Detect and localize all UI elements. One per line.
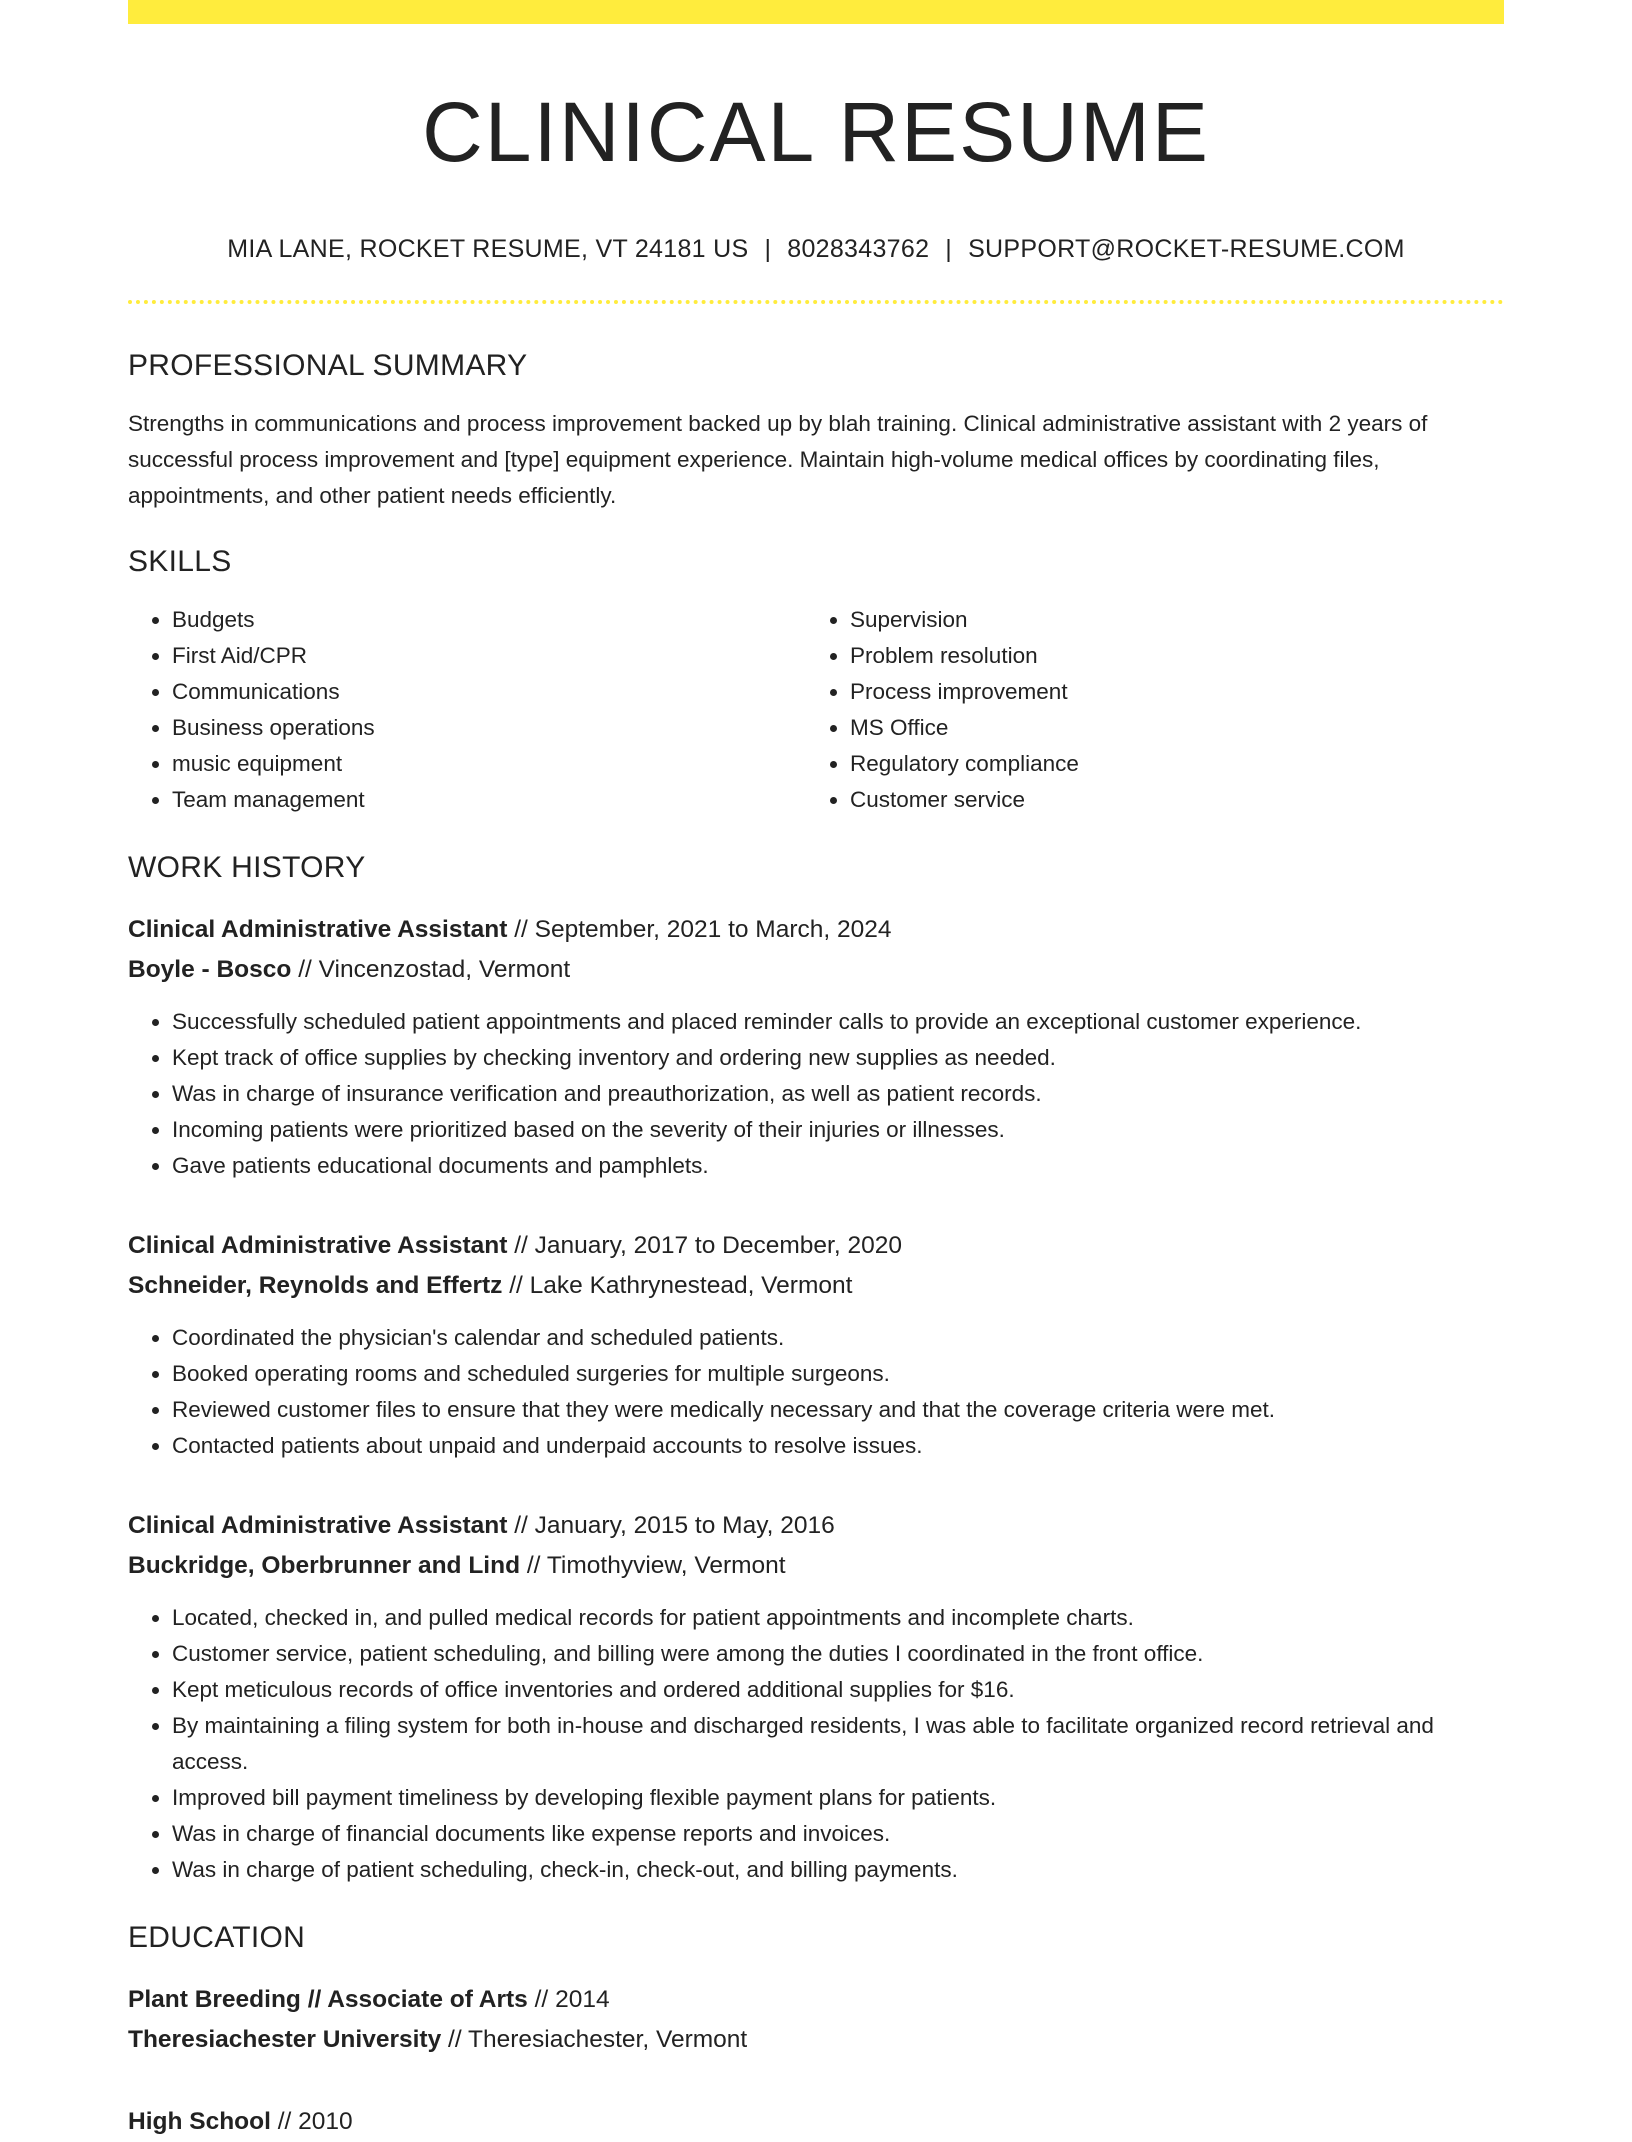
job-company: Boyle - Bosco [128, 956, 292, 983]
header-divider [128, 300, 1504, 304]
job-company: Buckridge, Oberbrunner and Lind [128, 1552, 521, 1579]
job-bullet: • Incoming patients were prioritized based on the severity of their injuries or illnesses. [172, 1112, 1504, 1148]
summary-section [128, 348, 1504, 514]
skill-item: • music equipment [172, 746, 806, 782]
contact-phone: 8028343762 [787, 235, 930, 263]
skill-item: • Communications [172, 674, 806, 710]
education-year: 2014 [555, 1986, 610, 2013]
job-bullets [128, 1004, 1504, 1184]
skill-item: • Team management [172, 782, 806, 818]
skills-heading: SKILLS [128, 545, 232, 578]
job-title-line [128, 1506, 1504, 1546]
education-year: 2010 [298, 2108, 353, 2135]
job-dates: September, 2021 to March, 2024 [534, 916, 892, 943]
skill-item: • Process improvement [850, 674, 1484, 710]
job-role: Clinical Administrative Assistant [128, 1512, 508, 1539]
education-degree-line [128, 2102, 1504, 2142]
skill-item: • Business operations [172, 710, 806, 746]
skill-item: • Customer service [850, 782, 1484, 818]
job-entry [128, 910, 1504, 1184]
job-company-line [128, 1546, 1504, 1586]
job-entry [128, 1226, 1504, 1464]
separator: // [526, 1552, 541, 1579]
contact-address: MIA LANE, ROCKET RESUME, VT 24181 US [227, 235, 749, 263]
summary-text: Strengths in communications and process improvement backed up by blah training. Clinical administrative assistant with 2 years of successful process improvement and [type] equipment experience. Maintain high-volume medical offices by coordinating files, appointments, and other patient needs efficiently. [128, 411, 1428, 508]
job-bullet: • Improved bill payment timeliness by developing flexible payment plans for patients. [172, 1780, 1504, 1816]
job-bullet: • Gave patients educational documents and pamphlets. [172, 1148, 1504, 1184]
job-title-line [128, 1226, 1504, 1266]
separator: // [514, 1232, 528, 1259]
job-entry [128, 1506, 1504, 1888]
top-accent-bar [128, 0, 1504, 24]
skills-list-right [806, 602, 1484, 818]
job-role: Clinical Administrative Assistant [128, 916, 508, 943]
education-location: Theresiachester, Vermont [468, 2026, 748, 2053]
job-dates: January, 2015 to May, 2016 [534, 1512, 835, 1539]
skill-item: • First Aid/CPR [172, 638, 806, 674]
job-bullet: • Coordinated the physician's calendar and scheduled patients. [172, 1320, 1504, 1356]
job-bullet: • Was in charge of insurance verification and preauthorization, as well as patient records. [172, 1076, 1504, 1112]
education-degree-line [128, 1980, 1504, 2020]
skill-item: • MS Office [850, 710, 1484, 746]
skill-item: • Regulatory compliance [850, 746, 1484, 782]
job-bullet: • Customer service, patient scheduling, and billing were among the duties I coordinated in the front office. [172, 1636, 1504, 1672]
job-location: Timothyview, Vermont [546, 1552, 786, 1579]
job-title-line [128, 910, 1504, 950]
resume-page [128, 0, 1504, 2142]
job-bullet: • By maintaining a filing system for both in-house and discharged residents, I was able to facilitate organized record retrieval and access. [172, 1708, 1504, 1780]
contact-separator: | [764, 235, 772, 263]
job-bullet: • Successfully scheduled patient appointments and placed reminder calls to provide an exceptional customer experience. [172, 1004, 1504, 1040]
job-bullet: • Was in charge of financial documents like expense reports and invoices. [172, 1816, 1504, 1852]
resume-title: CLINICAL RESUME [422, 85, 1210, 179]
job-bullet: • Kept meticulous records of office inventories and ordered additional supplies for $16. [172, 1672, 1504, 1708]
contact-line [128, 234, 1504, 264]
job-bullet: • Located, checked in, and pulled medical records for patient appointments and incomplete charts. [172, 1600, 1504, 1636]
separator: // [514, 1512, 528, 1539]
separator: // [277, 2108, 292, 2135]
contact-separator: | [945, 235, 953, 263]
job-company-line [128, 950, 1504, 990]
skills-section [128, 544, 1504, 818]
skill-item: • Problem resolution [850, 638, 1484, 674]
job-bullet: • Was in charge of patient scheduling, check-in, check-out, and billing payments. [172, 1852, 1504, 1888]
job-bullet: • Contacted patients about unpaid and underpaid accounts to resolve issues. [172, 1428, 1504, 1464]
separator: // [534, 1986, 549, 2013]
job-location: Vincenzostad, Vermont [318, 956, 571, 983]
job-bullet: • Booked operating rooms and scheduled surgeries for multiple surgeons. [172, 1356, 1504, 1392]
separator: // [298, 956, 312, 983]
education-degree: Plant Breeding // Associate of Arts [128, 1986, 528, 2013]
separator: // [509, 1272, 523, 1299]
job-location: Lake Kathrynestead, Vermont [529, 1272, 853, 1299]
job-dates: January, 2017 to December, 2020 [534, 1232, 902, 1259]
job-company-line [128, 1266, 1504, 1306]
contact-email: SUPPORT@ROCKET-RESUME.COM [968, 235, 1405, 263]
education-degree: High School [128, 2108, 271, 2135]
skill-item: • Supervision [850, 602, 1484, 638]
job-bullet: • Kept track of office supplies by checking inventory and ordering new supplies as needed. [172, 1040, 1504, 1076]
job-bullet: • Reviewed customer files to ensure that they were medically necessary and that the coverage criteria were met. [172, 1392, 1504, 1428]
separator: // [514, 916, 528, 943]
job-company: Schneider, Reynolds and Effertz [128, 1272, 503, 1299]
separator: // [448, 2026, 462, 2053]
education-heading: EDUCATION [128, 1921, 306, 1954]
summary-heading: PROFESSIONAL SUMMARY [128, 349, 528, 382]
job-bullets [128, 1600, 1504, 1888]
education-school-line [128, 2020, 1504, 2060]
education-section [128, 1920, 1504, 2142]
education-school: Theresiachester University [128, 2026, 442, 2053]
job-bullets [128, 1320, 1504, 1464]
skills-list-left [128, 602, 806, 818]
job-role: Clinical Administrative Assistant [128, 1232, 508, 1259]
work-history-heading: WORK HISTORY [128, 851, 366, 884]
skill-item: • Budgets [172, 602, 806, 638]
work-history-section [128, 850, 1504, 1888]
